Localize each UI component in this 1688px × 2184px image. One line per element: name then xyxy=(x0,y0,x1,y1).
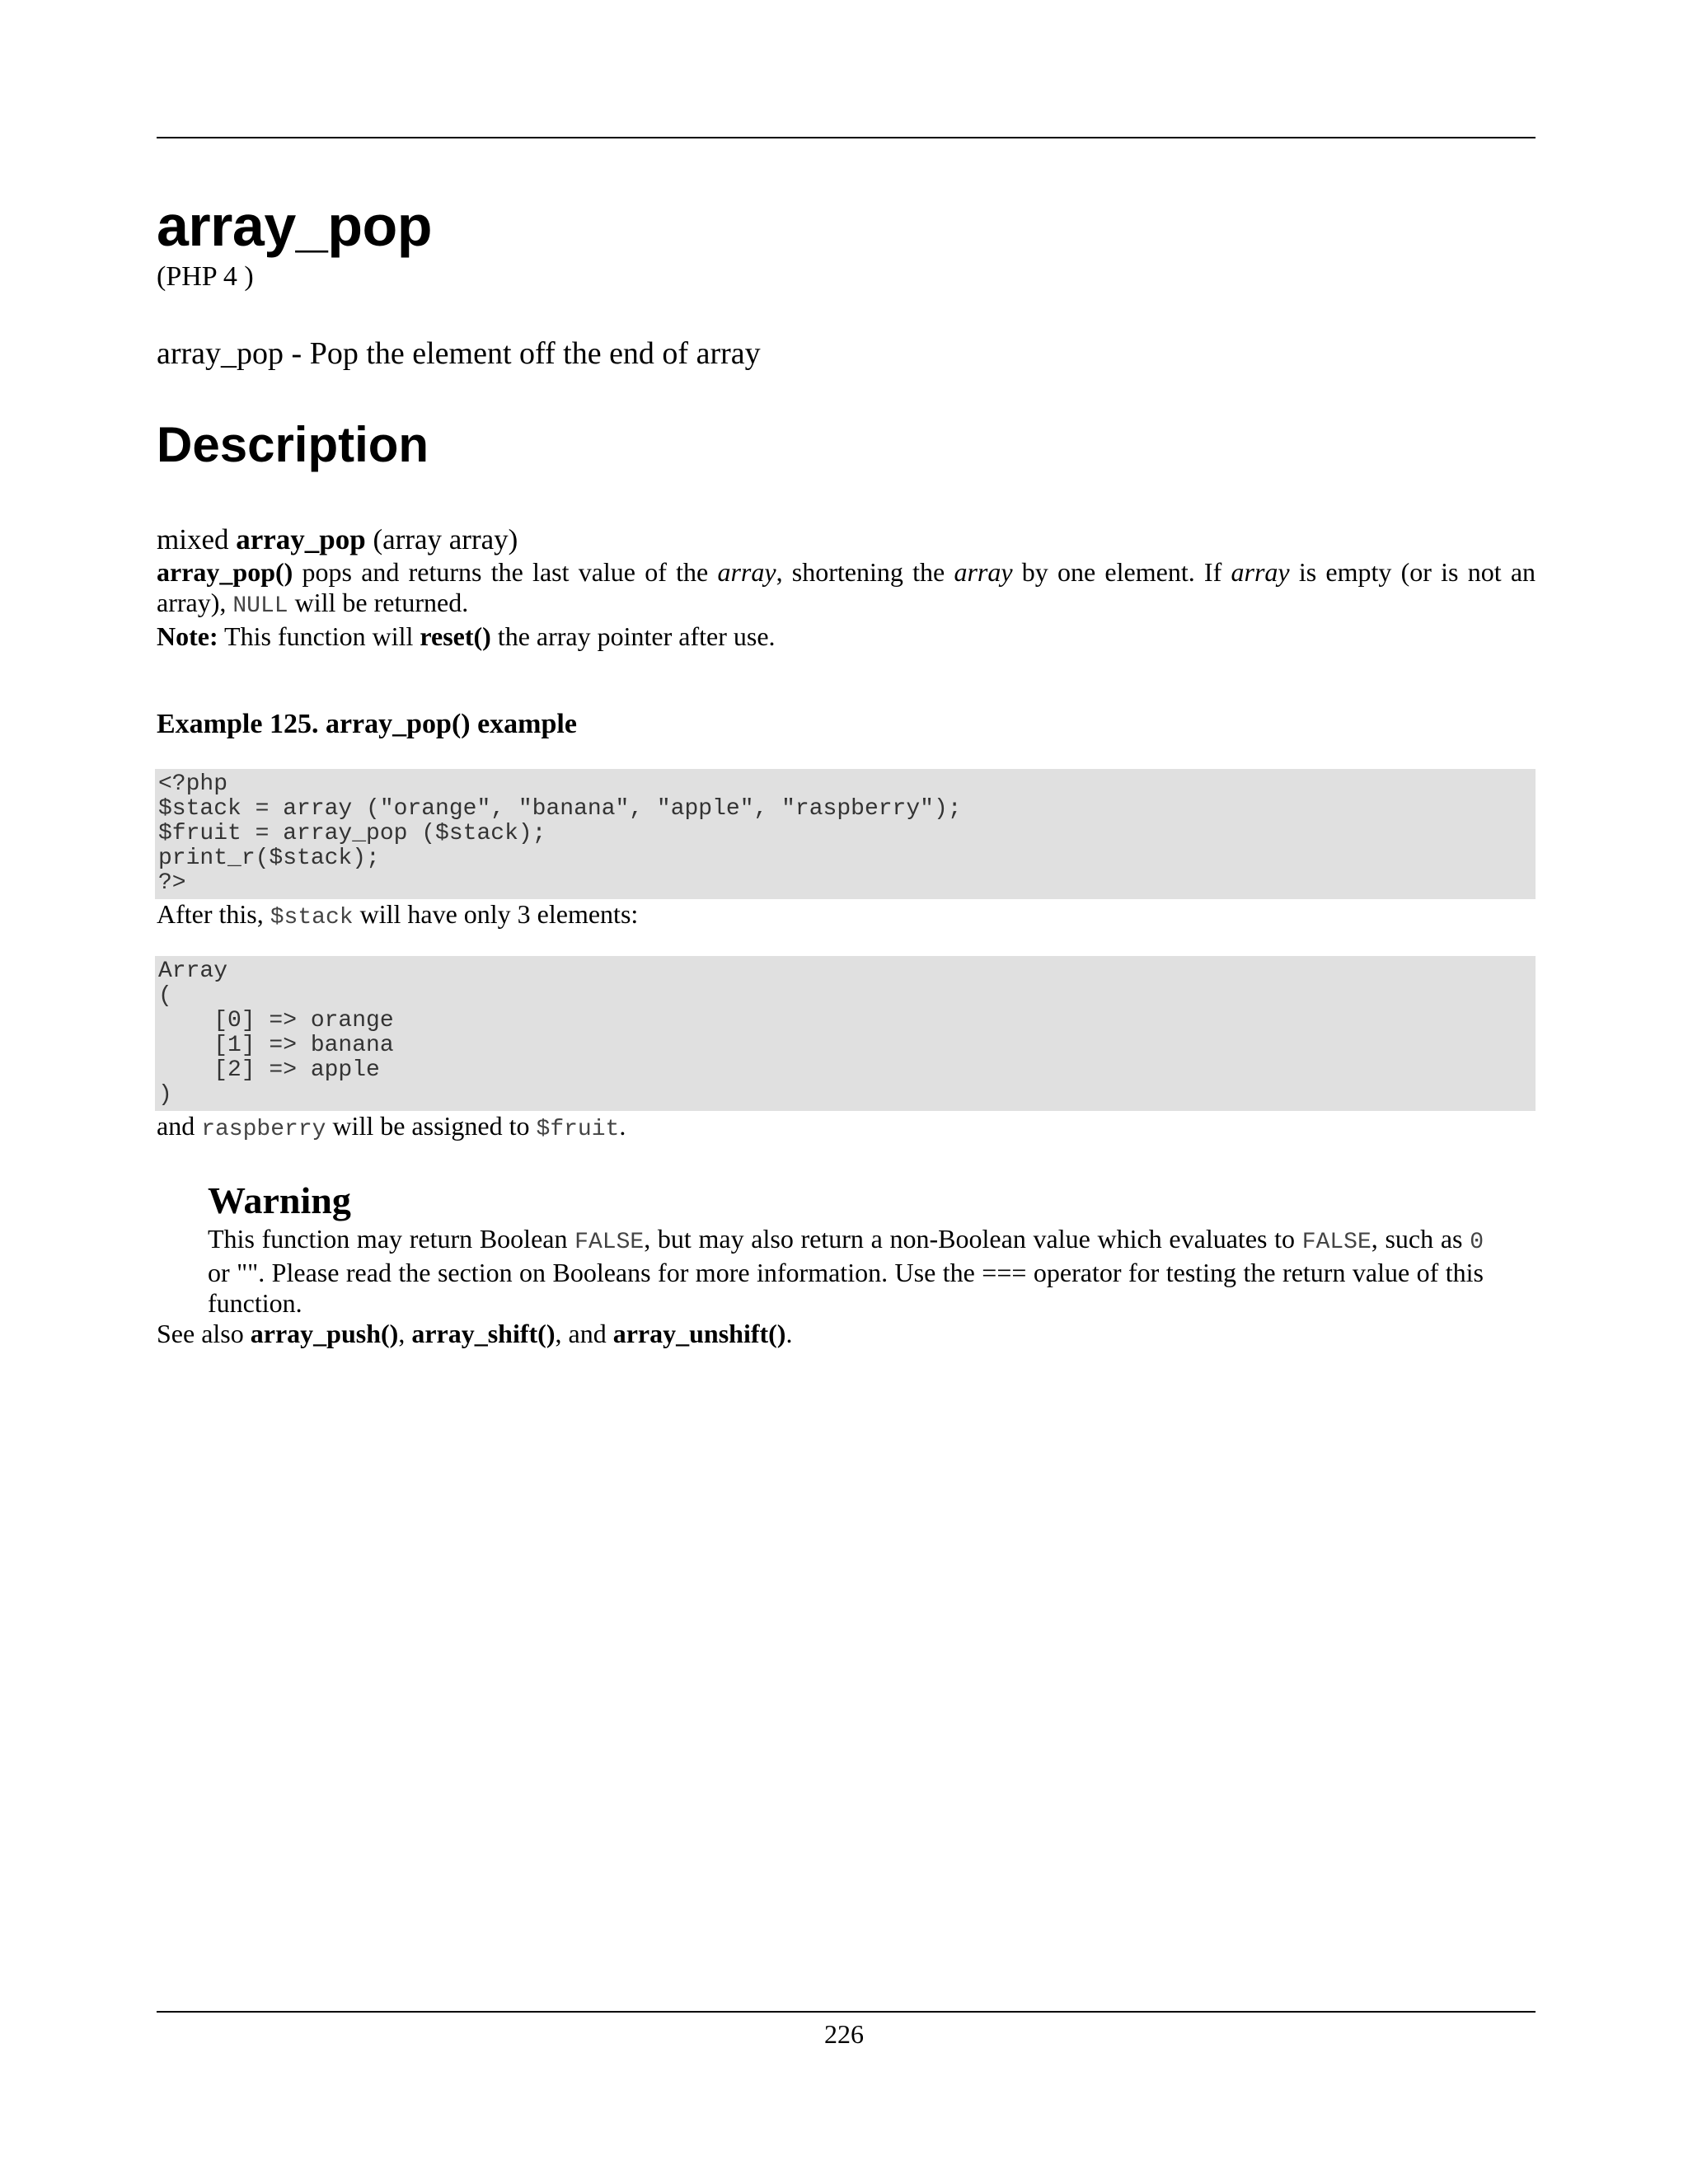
see-also-paragraph xyxy=(157,1319,1536,1349)
text: will be returned. xyxy=(288,588,469,617)
description-paragraph xyxy=(157,557,1536,621)
text: , but may also return a non-Boolean value which evaluates to xyxy=(644,1224,1302,1254)
param-array: array xyxy=(717,557,776,587)
text: . xyxy=(785,1319,793,1348)
page-number: 226 xyxy=(824,2019,864,2049)
text: , xyxy=(398,1319,412,1348)
func-ref-array-push: array_push() xyxy=(250,1319,399,1348)
text: will be assigned to xyxy=(326,1111,537,1141)
output-code-block: Array ( [0] => orange [1] => banana [2] => apple ) xyxy=(155,956,1536,1111)
value-raspberry: raspberry xyxy=(201,1117,326,1142)
description-heading: Description xyxy=(157,417,429,472)
page-content xyxy=(157,191,1536,1349)
text: is empty (or is not an array), xyxy=(157,557,1536,617)
text: This function will xyxy=(218,621,420,651)
example-title: Example 125. array_pop() example xyxy=(157,709,577,739)
warning-title: Warning xyxy=(208,1179,351,1221)
func-ref-reset: reset() xyxy=(420,621,491,651)
text: . xyxy=(619,1111,626,1141)
constant-false: FALSE xyxy=(1301,1230,1372,1255)
function-purpose: array_pop - Pop the element off the end of array xyxy=(157,336,761,371)
header-rule xyxy=(157,137,1536,138)
text: This function may return Boolean xyxy=(208,1224,575,1254)
text: , and xyxy=(555,1319,613,1348)
var-stack: $stack xyxy=(270,905,354,930)
text: After this, xyxy=(157,899,270,929)
constant-false: FALSE xyxy=(574,1230,645,1255)
php-version: (PHP 4 ) xyxy=(157,261,254,292)
footer-rule xyxy=(157,2011,1536,2013)
constant-null: NULL xyxy=(232,593,288,619)
text: or "". Please read the section on Booleans for more information. Use the === operator for testing the return value of this function. xyxy=(208,1258,1484,1318)
warning-text xyxy=(208,1224,1484,1319)
text: by one element. If xyxy=(1012,557,1231,587)
warning-block xyxy=(208,1178,1484,1319)
text: and xyxy=(157,1111,202,1141)
after-paragraph xyxy=(157,899,1536,933)
func-ref-array-pop: array_pop() xyxy=(157,557,293,587)
note-paragraph xyxy=(157,621,1536,652)
text: will have only 3 elements: xyxy=(353,899,639,929)
var-fruit: $fruit xyxy=(536,1117,620,1142)
function-name-title: array_pop xyxy=(157,194,432,258)
param-array: array xyxy=(954,557,1013,587)
synopsis-params: (array array) xyxy=(373,523,518,555)
func-ref-array-unshift: array_unshift() xyxy=(612,1319,786,1348)
text: , shortening the xyxy=(776,557,954,587)
example-code-block: <?php $stack = array ("orange", "banana", "apple", "raspberry"); $fruit = array_pop ($stack); print_r($stack); ?> xyxy=(155,769,1536,899)
and-paragraph xyxy=(157,1111,1536,1145)
text: pops and returns the last value of the xyxy=(293,557,718,587)
text: the array pointer after use. xyxy=(490,621,776,651)
text: , such as xyxy=(1371,1224,1470,1254)
function-synopsis xyxy=(157,523,1536,557)
note-label: Note: xyxy=(157,621,218,651)
text: See also xyxy=(157,1319,251,1348)
synopsis-return-type: mixed xyxy=(157,523,229,555)
param-array: array xyxy=(1231,557,1290,587)
func-ref-array-shift: array_shift() xyxy=(411,1319,556,1348)
literal-zero: 0 xyxy=(1470,1230,1484,1255)
synopsis-function: array_pop xyxy=(236,523,366,555)
